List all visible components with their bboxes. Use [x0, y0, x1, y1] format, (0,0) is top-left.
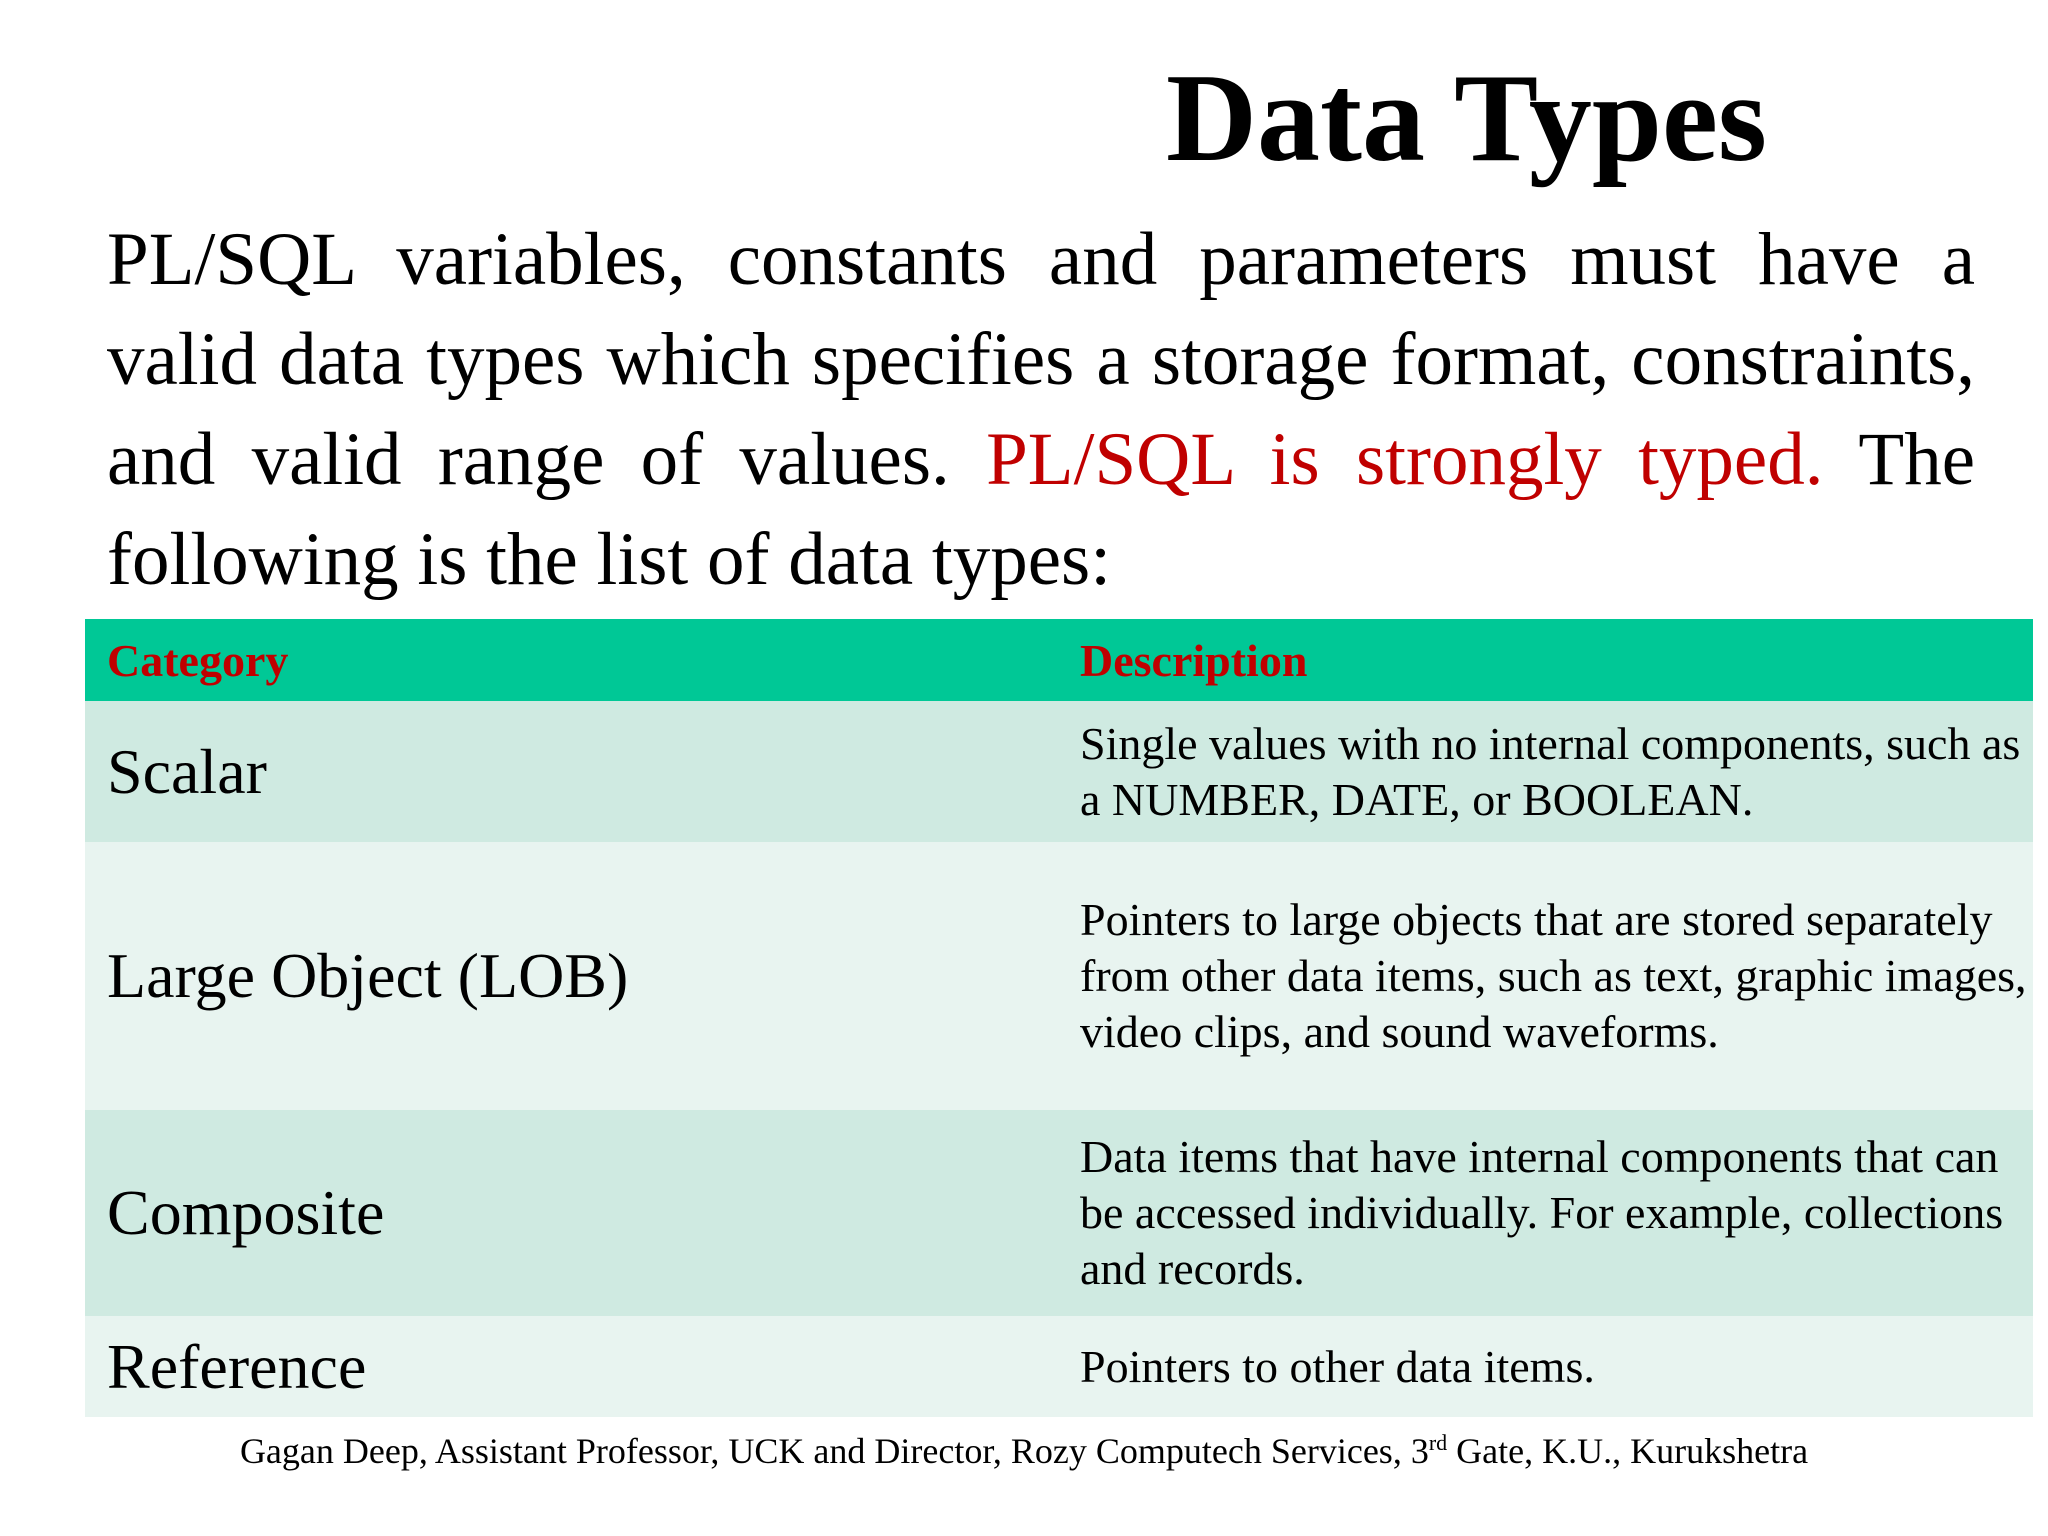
header-description: Description: [1058, 619, 2033, 701]
intro-paragraph: [107, 210, 1975, 610]
table-row: [85, 842, 2033, 1110]
category-cell: Reference: [85, 1316, 1058, 1417]
data-types-table: [85, 619, 2033, 1417]
description-cell: Single values with no internal components, such as a NUMBER, DATE, or BOOLEAN.: [1058, 701, 2033, 842]
footer-text-end: Gate, K.U., Kurukshetra: [1447, 1431, 1809, 1471]
slide-title: Data Types: [1166, 49, 1767, 188]
intro-highlight: PL/SQL is strongly typed.: [986, 418, 1824, 501]
footer-text: Gagan Deep, Assistant Professor, UCK and Director, Rozy Computech Services, 3: [239, 1431, 1429, 1471]
category-cell: Composite: [85, 1110, 1058, 1316]
table-row: [85, 1110, 2033, 1316]
intro-text: PL/SQL variables, constants and parameters must have a valid data types which specifies a storage format, constraints, and valid range of values.: [107, 218, 1975, 501]
table-row: [85, 701, 2033, 842]
description-cell: Pointers to other data items.: [1058, 1316, 2033, 1417]
footer-ordinal-suffix: rd: [1428, 1430, 1448, 1455]
header-category: Category: [85, 619, 1058, 701]
table-row: [85, 1316, 2033, 1417]
category-cell: Large Object (LOB): [85, 842, 1058, 1110]
intro-text-continued: The following is the list of data types:: [107, 418, 1975, 601]
table-header-row: [85, 619, 2033, 701]
description-cell: Data items that have internal components that can be accessed individually. For example, collections and records.: [1058, 1110, 2033, 1316]
footer-credit: [0, 1430, 2048, 1472]
description-cell: Pointers to large objects that are stored separately from other data items, such as text, graphic images, video clips, and sound waveforms.: [1058, 842, 2033, 1110]
category-cell: Scalar: [85, 701, 1058, 842]
